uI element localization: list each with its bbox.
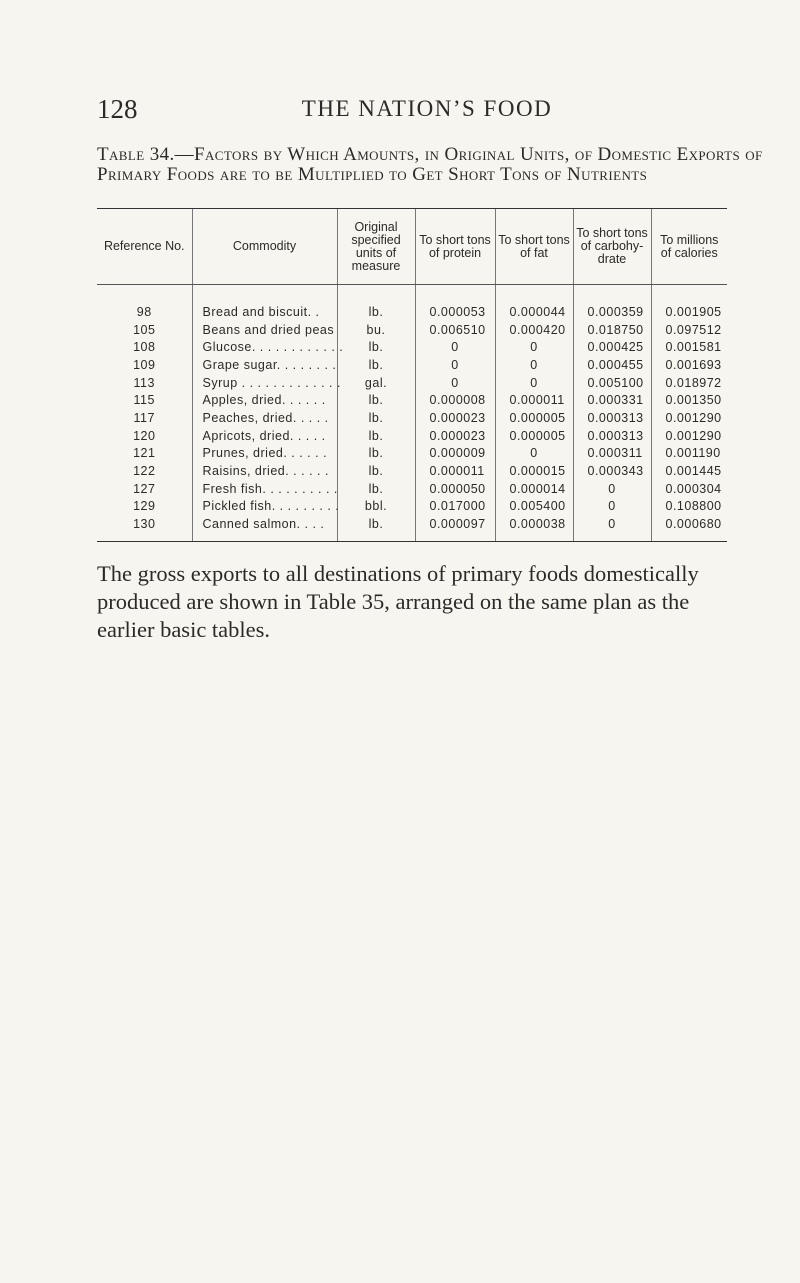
commodity-cell: Canned salmon. . . . — [192, 515, 337, 541]
units-cell: lb. — [337, 338, 415, 356]
calories-cell: 0.018972 — [651, 374, 727, 392]
commodity-cell: Fresh fish. . . . . . . . . . — [192, 480, 337, 498]
carbohydrate-cell: 0 — [573, 480, 651, 498]
commodity-cell: Prunes, dried. . . . . . — [192, 445, 337, 463]
column-header-fat: To short tons of fat — [495, 209, 573, 285]
reference-cell: 120 — [133, 428, 156, 443]
commodity-cell: Bread and biscuit. . — [192, 285, 337, 321]
commodity-cell: Grape sugar. . . . . . . . — [192, 356, 337, 374]
reference-cell: 122 — [133, 464, 156, 479]
reference-cell: 115 — [133, 393, 155, 408]
fat-cell: 0 — [495, 374, 573, 392]
calories-cell: 0.000304 — [651, 480, 727, 498]
running-head: THE NATION’S FOOD — [301, 96, 553, 121]
reference-cell: 113 — [133, 375, 155, 390]
commodity-cell: Apricots, dried. . . . . — [192, 427, 337, 445]
protein-cell: 0 — [415, 338, 495, 356]
calories-cell: 0.001190 — [651, 445, 727, 463]
commodity-cell: Apples, dried. . . . . . — [192, 391, 337, 409]
protein-cell: 0.000097 — [415, 515, 495, 541]
carbohydrate-cell: 0.000311 — [573, 445, 651, 463]
calories-cell: 0.000680 — [651, 515, 727, 541]
table-row — [97, 356, 727, 374]
table-row — [97, 498, 727, 516]
protein-cell: 0.000008 — [415, 391, 495, 409]
table-row — [97, 338, 727, 356]
protein-cell: 0.000023 — [415, 409, 495, 427]
table-row — [97, 480, 727, 498]
reference-cell: 127 — [133, 481, 156, 496]
fat-cell: 0.000005 — [495, 427, 573, 445]
fat-cell: 0 — [495, 338, 573, 356]
units-cell: bbl. — [337, 498, 415, 516]
units-cell: lb. — [337, 409, 415, 427]
calories-cell: 0.001445 — [651, 462, 727, 480]
protein-cell: 0.000050 — [415, 480, 495, 498]
reference-cell: 105 — [133, 322, 156, 337]
carbohydrate-cell: 0 — [573, 498, 651, 516]
fat-cell: 0 — [495, 445, 573, 463]
column-header-carbohydrate: To short tons of carbohy-drate — [573, 209, 651, 285]
units-cell: lb. — [337, 356, 415, 374]
fat-cell: 0.000044 — [495, 285, 573, 321]
protein-cell: 0.000009 — [415, 445, 495, 463]
units-cell: lb. — [337, 515, 415, 541]
table-row — [97, 409, 727, 427]
body-paragraph: The gross exports to all destinations of primary foods domestically produced are shown in Table 35, arranged on the same plan as the earlier basic tables. — [97, 561, 699, 642]
calories-cell: 0.001693 — [651, 356, 727, 374]
carbohydrate-cell: 0.005100 — [573, 374, 651, 392]
protein-cell: 0 — [415, 356, 495, 374]
table-row — [97, 445, 727, 463]
column-header-units: Original specified units of measure — [337, 209, 415, 285]
calories-cell: 0.097512 — [651, 321, 727, 339]
calories-cell: 0.001350 — [651, 391, 727, 409]
table-row — [97, 374, 727, 392]
table-row — [97, 462, 727, 480]
protein-cell: 0.000053 — [415, 285, 495, 321]
fat-cell: 0 — [495, 356, 573, 374]
units-cell: bu. — [337, 321, 415, 339]
protein-cell: 0.017000 — [415, 498, 495, 516]
protein-cell: 0 — [415, 374, 495, 392]
carbohydrate-cell: 0.000425 — [573, 338, 651, 356]
nutrient-factors-table — [97, 208, 727, 542]
carbohydrate-cell: 0 — [573, 515, 651, 541]
reference-cell: 109 — [133, 357, 156, 372]
units-cell: lb. — [337, 391, 415, 409]
units-cell: lb. — [337, 285, 415, 321]
commodity-cell: Syrup . . . . . . . . . . . . . — [192, 374, 337, 392]
carbohydrate-cell: 0.018750 — [573, 321, 651, 339]
fat-cell: 0.000005 — [495, 409, 573, 427]
table-row — [97, 515, 727, 541]
commodity-cell: Peaches, dried. . . . . — [192, 409, 337, 427]
column-header-commodity: Commodity — [192, 209, 337, 285]
page-header — [97, 94, 757, 124]
fat-cell: 0.000014 — [495, 480, 573, 498]
protein-cell: 0.000011 — [415, 462, 495, 480]
table-row — [97, 321, 727, 339]
page-number: 128 — [97, 94, 138, 124]
units-cell: lb. — [337, 445, 415, 463]
table-caption — [97, 145, 777, 185]
carbohydrate-cell: 0.000359 — [573, 285, 651, 321]
carbohydrate-cell: 0.000331 — [573, 391, 651, 409]
carbohydrate-cell: 0.000313 — [573, 427, 651, 445]
caption-label: Table 34. — [97, 144, 175, 165]
reference-cell: 121 — [133, 446, 156, 461]
fat-cell: 0.000015 — [495, 462, 573, 480]
reference-cell: 130 — [97, 515, 192, 541]
units-cell: gal. — [337, 374, 415, 392]
units-cell: lb. — [337, 480, 415, 498]
column-header-reference: Reference No. — [97, 209, 192, 285]
fat-cell: 0.000420 — [495, 321, 573, 339]
caption-title: —Factors by Which Amounts, in Original Units, of Domestic Exports of Primary Foods are to be Multiplied to Get Short Tons of Nutrients — [97, 144, 763, 185]
table-row — [97, 391, 727, 409]
calories-cell: 0.001290 — [651, 409, 727, 427]
fat-cell: 0.000038 — [495, 515, 573, 541]
commodity-cell: Raisins, dried. . . . . . — [192, 462, 337, 480]
calories-cell: 0.001581 — [651, 338, 727, 356]
reference-cell: 129 — [133, 499, 156, 514]
protein-cell: 0.006510 — [415, 321, 495, 339]
commodity-cell: Beans and dried peas — [192, 321, 337, 339]
fat-cell: 0.005400 — [495, 498, 573, 516]
table-header-row — [97, 209, 727, 285]
calories-cell: 0.108800 — [651, 498, 727, 516]
column-header-calories: To millions of calories — [651, 209, 727, 285]
calories-cell: 0.001290 — [651, 427, 727, 445]
fat-cell: 0.000011 — [495, 391, 573, 409]
protein-cell: 0.000023 — [415, 427, 495, 445]
reference-cell: 98 — [136, 304, 152, 319]
table-row — [97, 285, 727, 321]
carbohydrate-cell: 0.000455 — [573, 356, 651, 374]
table-body — [97, 285, 727, 542]
calories-cell: 0.001905 — [651, 285, 727, 321]
nutrient-factors-table-container — [97, 208, 727, 542]
commodity-cell: Glucose. . . . . . . . . . . . — [192, 338, 337, 356]
table-row — [97, 427, 727, 445]
commodity-cell: Pickled fish. . . . . . . . . — [192, 498, 337, 516]
units-cell: lb. — [337, 462, 415, 480]
units-cell: lb. — [337, 427, 415, 445]
reference-cell: 117 — [133, 410, 155, 425]
reference-cell: 108 — [133, 340, 156, 355]
column-header-protein: To short tons of protein — [415, 209, 495, 285]
carbohydrate-cell: 0.000313 — [573, 409, 651, 427]
carbohydrate-cell: 0.000343 — [573, 462, 651, 480]
